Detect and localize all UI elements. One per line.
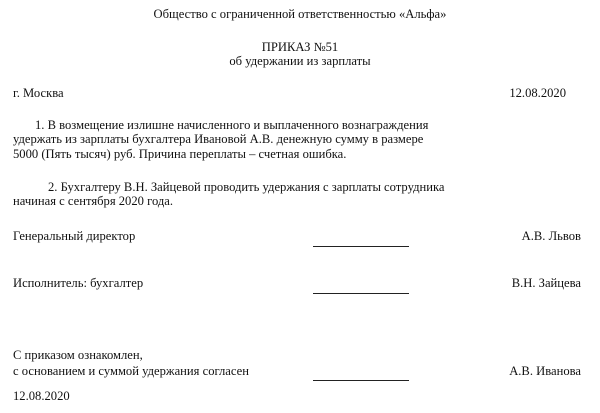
paragraph-2-line-1: 2. Бухгалтеру В.Н. Зайцевой проводить удержания с зарплаты сотрудника	[48, 180, 445, 194]
order-title: ПРИКАЗ №51	[261, 40, 339, 54]
executor-signature-line	[313, 293, 409, 294]
acknowledgement-line-1: С приказом ознакомлен,	[13, 348, 143, 362]
director-signature-line	[313, 246, 409, 247]
director-name: А.В. Львов	[521, 229, 581, 243]
paragraph-1-line-2: удержать из зарплаты бухгалтера Ивановой А.В. денежную сумму в размере	[13, 132, 424, 146]
acknowledgement-signature-line	[313, 380, 409, 381]
executor-role: Исполнитель: бухгалтер	[13, 276, 144, 290]
order-city: г. Москва	[13, 86, 64, 100]
acknowledgement-name: А.В. Иванова	[509, 364, 581, 378]
paragraph-1-line-1: 1. В возмещение излишне начисленного и выплаченного вознаграждения	[35, 118, 429, 132]
acknowledgement-line-2: с основанием и суммой удержания согласен	[13, 364, 249, 378]
director-role: Генеральный директор	[13, 229, 136, 243]
order-subtitle: об удержании из зарплаты	[229, 54, 371, 68]
order-date: 12.08.2020	[509, 86, 566, 100]
executor-name: В.Н. Зайцева	[511, 276, 581, 290]
paragraph-1-line-3: 5000 (Пять тысяч) руб. Причина переплаты – счетная ошибка.	[13, 147, 347, 161]
organization-name: Общество с ограниченной ответственностью «Альфа»	[153, 7, 447, 21]
acknowledgement-date: 12.08.2020	[13, 389, 70, 403]
paragraph-2-line-2: начиная с сентября 2020 года.	[13, 194, 174, 208]
